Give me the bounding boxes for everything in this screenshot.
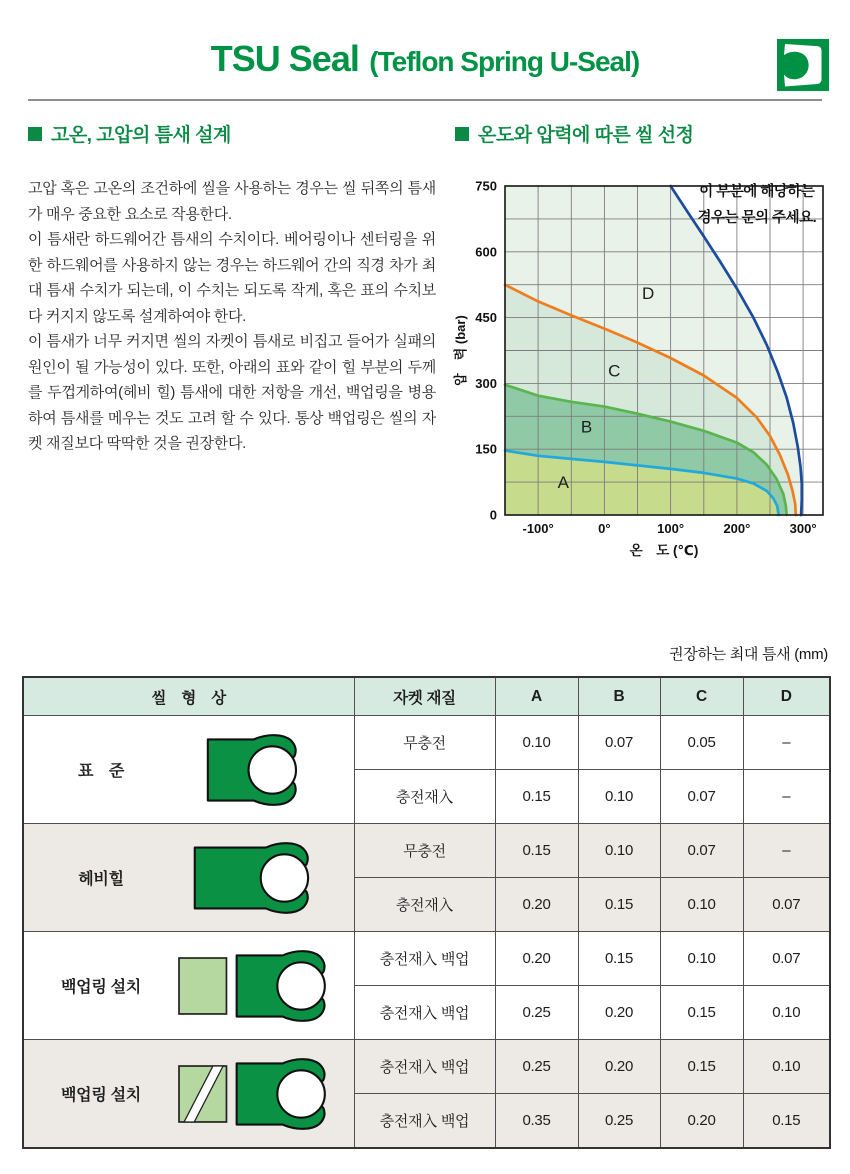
y-tick-label: 150 — [475, 441, 497, 457]
clearance-value-cell: 0.25 — [495, 1040, 578, 1094]
column-header: 자켓 재질 — [354, 677, 495, 716]
region-label-D: D — [641, 284, 655, 304]
seal-heavy-heel — [188, 839, 325, 917]
region-label-A: A — [557, 472, 569, 492]
region-label-B: B — [580, 417, 593, 437]
u-seal-logo-icon — [776, 38, 830, 92]
seal-group-label: 표 준 — [77, 763, 124, 780]
table-row — [23, 824, 830, 878]
clearance-value-cell: 0.10 — [660, 932, 743, 986]
jacket-material-cell: 충전재入 백업 — [354, 1040, 495, 1094]
body-text-paragraph: 이 틈새가 너무 커지면 씰의 자켓이 틈새로 비집고 들어가 실패의 원인이 될 가능성이 있다. 또한, 아래의 표와 같이 힐 부분의 두께를 두껍게하여(헤비 힐) 틈새에 대한 저항을 개선, 백업링을 병용하여 틈새를 메우는 것도 고려 할 수 있다. 통상 백업링은 씰의 자켓 재질보다 딱딱한 것을 권장한다. — [28, 333, 436, 452]
column-header: D — [743, 677, 830, 716]
seal-shape-cell — [23, 716, 354, 824]
clearance-value-cell: 0.25 — [495, 986, 578, 1040]
clearance-value-cell: 0.05 — [660, 716, 743, 770]
y-tick-label: 450 — [475, 310, 497, 326]
jacket-material-cell: 무충전 — [354, 824, 495, 878]
y-tick-label: 0 — [489, 507, 497, 523]
clearance-table-container — [22, 676, 831, 1149]
clearance-value-cell: 0.35 — [495, 1094, 578, 1149]
chart-annotation: 이 부분에 해당하는 — [699, 184, 815, 201]
x-tick-label: -100° — [522, 521, 554, 536]
clearance-value-cell: 0.10 — [743, 1040, 830, 1094]
seal-shape-cell — [23, 932, 354, 1040]
clearance-value-cell: 0.20 — [495, 878, 578, 932]
column-header: B — [578, 677, 660, 716]
clearance-table — [22, 676, 831, 1149]
clearance-value-cell: 0.07 — [743, 878, 830, 932]
section-heading-clearance-design — [28, 120, 231, 147]
y-tick-label: 750 — [475, 178, 497, 194]
page-title-sub: (Teflon Spring U-Seal) — [369, 46, 640, 77]
jacket-material-cell: 충전재入 백업 — [354, 1094, 495, 1149]
clearance-value-cell: 0.10 — [495, 716, 578, 770]
clearance-value-cell: 0.07 — [743, 932, 830, 986]
seal-group-label: 헤비힐 — [78, 871, 124, 888]
seal-selection-chart — [450, 150, 850, 570]
clearance-value-cell: 0.20 — [578, 986, 660, 1040]
square-bullet-icon — [28, 127, 42, 141]
table-row — [23, 716, 830, 770]
page-title-main: TSU Seal — [210, 38, 359, 79]
body-text-paragraph: 고압 혹은 고온의 조건하에 씰을 사용하는 경우는 씰 뒤쪽의 틈새가 매우 중요한 요소로 작용한다. — [28, 180, 436, 223]
seal-split-backup-ring — [172, 1055, 342, 1133]
seal-shape-cell — [23, 1040, 354, 1149]
jacket-material-cell: 충전재入 백업 — [354, 986, 495, 1040]
clearance-value-cell: 0.15 — [660, 1040, 743, 1094]
clearance-value-cell: 0.10 — [578, 824, 660, 878]
table-caption: 권장하는 최대 틈새 (mm) — [669, 646, 828, 663]
clearance-value-cell: 0.15 — [660, 986, 743, 1040]
section-heading-text: 고온, 고압의 틈새 설계 — [51, 125, 231, 146]
header-divider — [28, 99, 822, 101]
square-bullet-icon — [455, 127, 469, 141]
seal-group-label: 백업링 설치 — [61, 979, 141, 996]
clearance-value-cell: 0.10 — [660, 878, 743, 932]
clearance-value-cell: 0.07 — [660, 824, 743, 878]
x-tick-label: 0° — [598, 521, 611, 536]
clearance-value-cell: 0.20 — [495, 932, 578, 986]
section-heading-text: 온도와 압력에 따른 씰 선정 — [478, 125, 694, 146]
jacket-material-cell: 충전재入 — [354, 770, 495, 824]
seal-backup-ring — [172, 947, 342, 1025]
column-header: C — [660, 677, 743, 716]
y-tick-label: 300 — [475, 375, 497, 391]
clearance-value-cell: 0.15 — [495, 770, 578, 824]
clearance-value-cell: 0.15 — [495, 824, 578, 878]
seal-standard — [201, 731, 313, 809]
clearance-value-cell: 0.20 — [660, 1094, 743, 1149]
clearance-value-cell: 0.07 — [578, 716, 660, 770]
y-axis-label: 압 력 (bar) — [453, 315, 468, 386]
seal-group-label: 백업링 설치 — [61, 1087, 141, 1104]
jacket-material-cell: 충전재入 — [354, 878, 495, 932]
clearance-value-cell: 0.07 — [660, 770, 743, 824]
pressure-temperature-chart — [450, 150, 850, 570]
x-tick-label: 200° — [723, 521, 751, 536]
page-title — [0, 38, 850, 80]
clearance-value-cell: 0.20 — [578, 1040, 660, 1094]
y-tick-label: 600 — [475, 244, 497, 260]
column-header: A — [495, 677, 578, 716]
body-text-paragraph: 이 틈새란 하드웨어간 틈새의 수치이다. 베어링이나 센터링을 위한 하드웨어를 사용하지 않는 경우는 하드웨어 간의 직경 차가 최대 틈새 수치가 되는데, 이 수치는 되도록 작게, 혹은 표의 수치보다 커지지 않도록 설계하여야 한다. — [28, 231, 436, 325]
clearance-value-cell: 0.25 — [578, 1094, 660, 1149]
region-label-C: C — [608, 361, 621, 381]
jacket-material-cell: 충전재入 백업 — [354, 932, 495, 986]
clearance-value-cell: 0.15 — [578, 878, 660, 932]
x-axis-label: 온 도 (℃) — [629, 543, 699, 558]
clearance-value-cell: 0.15 — [743, 1094, 830, 1149]
body-text — [28, 176, 436, 457]
clearance-value-cell: – — [743, 824, 830, 878]
x-tick-label: 300° — [789, 521, 817, 536]
seal-shape-cell — [23, 824, 354, 932]
x-tick-label: 100° — [657, 521, 685, 536]
jacket-material-cell: 무충전 — [354, 716, 495, 770]
clearance-value-cell: – — [743, 770, 830, 824]
section-heading-seal-selection — [455, 120, 694, 147]
table-row — [23, 932, 830, 986]
clearance-value-cell: 0.10 — [578, 770, 660, 824]
table-row — [23, 1040, 830, 1094]
clearance-value-cell: 0.10 — [743, 986, 830, 1040]
clearance-value-cell: 0.15 — [578, 932, 660, 986]
clearance-value-cell: – — [743, 716, 830, 770]
column-header: 씰 형 상 — [23, 677, 354, 716]
chart-annotation: 경우는 문의 주세요. — [697, 210, 817, 226]
